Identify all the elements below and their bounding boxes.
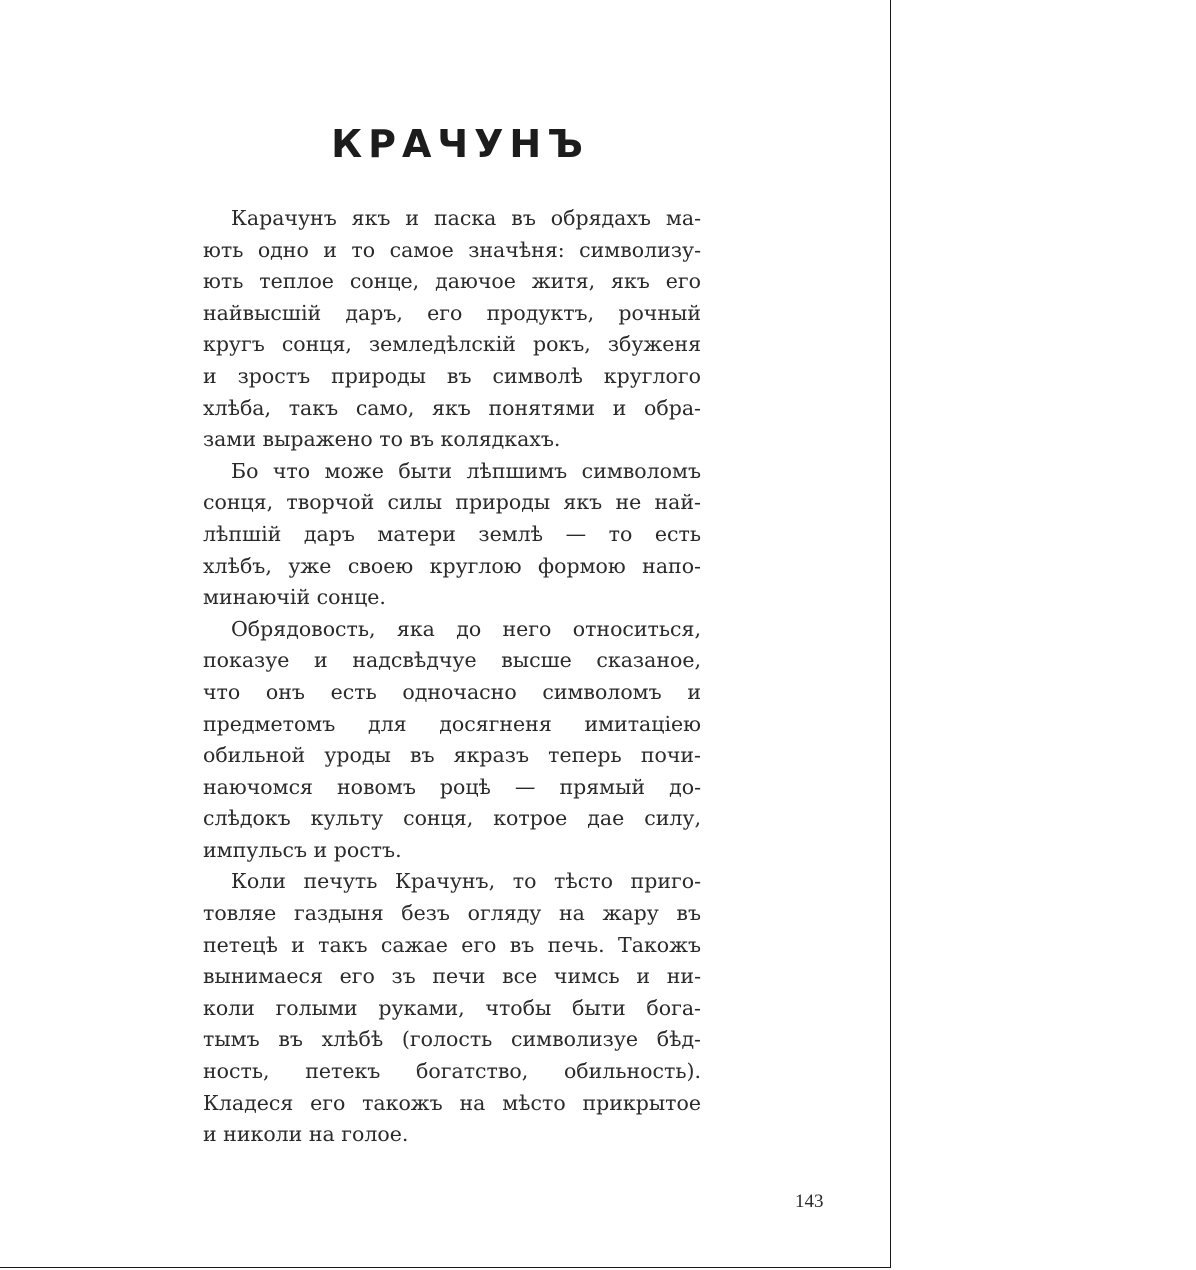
text-line: предметомъ для досягненя имитаціею — [203, 711, 701, 736]
text-line: тымъ въ хлѣбѣ (голость символизуе бѣд- — [203, 1027, 701, 1052]
text-line: сонця, творчой силы природы якъ не най- — [203, 490, 701, 515]
text-line: ность, петекъ богатство, обильность). — [203, 1059, 701, 1084]
text-line: Бо что може быти лѣпшимъ символомъ — [231, 458, 701, 483]
text-line: Кладеся его такожъ на мѣсто прикрытое — [203, 1090, 701, 1115]
text-line: хлѣба, такъ само, якъ понятями и обра- — [203, 395, 701, 420]
text-line: кругъ сонця, земледѣлскій рокъ, збуженя — [203, 332, 701, 357]
text-line: лѣпшій даръ матери землѣ — то есть — [203, 521, 701, 546]
text-line: импульсъ и ростъ. — [203, 837, 402, 862]
text-line: зами выражено то въ колядкахъ. — [203, 427, 561, 452]
text-line: Коли печуть Крачунъ, то тѣсто приго- — [231, 869, 701, 894]
text-line: минаючій сонце. — [203, 585, 386, 610]
body-text — [203, 203, 701, 1151]
text-line: что онъ есть одночасно символомъ и — [203, 679, 701, 704]
text-line: и зростъ природы въ символѣ круглого — [203, 363, 701, 388]
text-line: ють одно и то самое значѣня: символизу- — [203, 237, 701, 262]
text-line: Обрядовость, яка до него относиться, — [231, 616, 701, 641]
text-line: товляе газдыня безъ огляду на жару въ — [203, 901, 701, 926]
text-line: хлѣбъ, уже своею круглою формою напо- — [203, 553, 701, 578]
text-line: найвысшій даръ, его продуктъ, рочный — [203, 300, 701, 325]
text-line: вынимаеся его зъ печи все чимсь и ни- — [203, 964, 701, 989]
text-line: наючомся новомъ роцѣ — прямый до- — [203, 774, 701, 799]
text-line: ють теплое сонце, даючое житя, якъ его — [203, 269, 701, 294]
text-line: слѣдокъ культу сонця, котрое дае силу, — [203, 806, 701, 831]
page-number: 143 — [795, 1191, 824, 1212]
text-line: показуе и надсвѣдчуе высше сказаное, — [203, 648, 701, 673]
text-line: коли голыми руками, чтобы быти бога- — [203, 995, 701, 1020]
text-line: Карачунъ якъ и паска въ обрядахъ ма- — [231, 206, 701, 230]
text-line: и николи на голое. — [203, 1122, 409, 1147]
text-line: петецѣ и такъ сажае его въ печь. Такожъ — [203, 932, 701, 957]
text-line: обильной уроды въ якразъ теперь почи- — [203, 743, 701, 768]
chapter-title: КРАЧУНЪ — [331, 122, 589, 166]
